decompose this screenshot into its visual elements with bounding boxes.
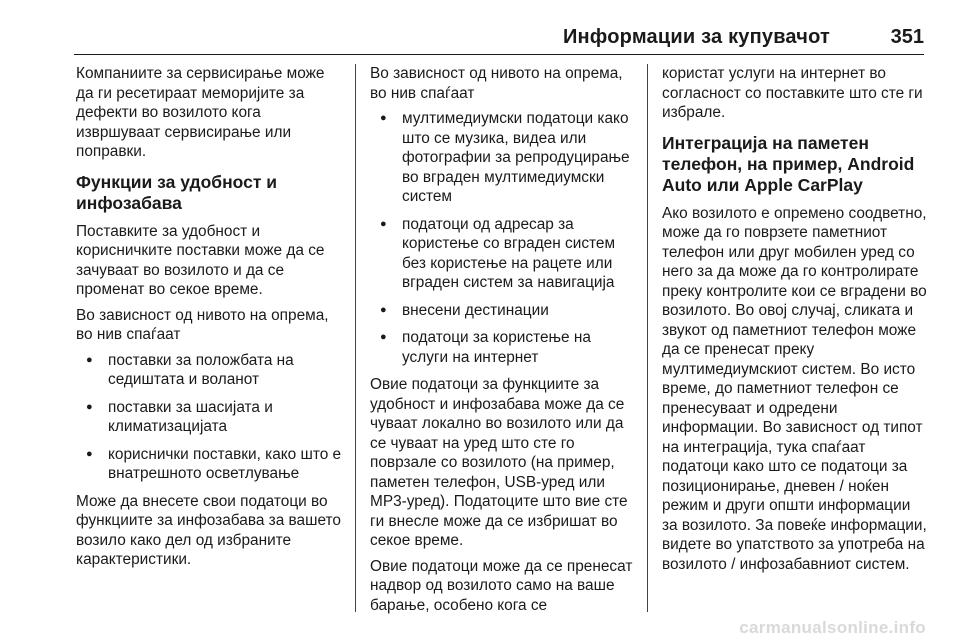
list-item: ● кориснички поставки, како што е внатрешното осветлување xyxy=(76,445,344,484)
list-item: ● поставки за шасијата и климатизацијата xyxy=(76,398,344,437)
paragraph: Поставките за удобност и корисничките поставки може да се зачуваат во возилото и да се променат во секое време. xyxy=(76,222,325,298)
bullet-list xyxy=(370,109,634,367)
header-rule xyxy=(74,54,924,55)
paragraph: Во зависност од нивото на опрема, во нив спаѓаат xyxy=(76,306,329,343)
column-3 xyxy=(662,64,928,580)
page-number: 351 xyxy=(890,26,924,48)
paragraph: Во зависност од нивото на опрема, во нив спаѓаат xyxy=(370,65,623,102)
paragraph: Ако возилото е опремено соодветно, може да го поврзете паметниот телефон или друг мобилен уред со него за да може да го контролирате преку контролите кои се вградени во возилото. Во овој случај, сликата и звукот од паметниот телефон може да се пренесат преку мултимедиумскиот систем. Во исто време, до паметниот телефон се пренесуваат и одредени информации. Во зависност од типот на интеграција, тука спаѓаат податоци како што се податоци за позиционирање, дневен / ноќен режим и други општи информации за возилото. За повеќе информации, видете во упатството за употреба на возилото / инфозабавниот систем. xyxy=(662,204,927,573)
page-header xyxy=(0,0,960,56)
paragraph: Овие податоци може да се пренесат надвор од возилото само на ваше барање, особено кога се xyxy=(370,557,633,614)
section-heading-comfort-infotainment: Функции за удобност и инфозабава xyxy=(76,171,278,213)
column-1 xyxy=(76,64,344,576)
paragraph: Овие податоци за функциите за удобност и инфозабава може да се чуваат локално во возилото или да се чуваат на уред што сте го поврзале со возилото (на пример, паметен телефон, USB-уред или MP3-уред). Податоците што вие сте ги внесле може да се избришат во секое време. xyxy=(370,376,628,549)
list-item: ● внесени дестинации xyxy=(370,301,634,321)
column-2 xyxy=(370,64,634,621)
paragraph: користат услуги на интернет во согласност со поставките што сте ги избрале. xyxy=(662,65,923,121)
section-heading-smartphone-integration: Интеграција на паметен телефон, на пример, Android Auto или Apple CarPlay xyxy=(662,132,915,195)
watermark: carmanualsonline.info xyxy=(739,618,926,637)
column-divider xyxy=(355,64,356,612)
page-title: Информации за купувачот xyxy=(562,26,830,48)
list-item: ● мултимедиумски податоци како што се музика, видеа или фотографии за репродуцирање во вграден мултимедиумски систем xyxy=(370,109,634,207)
paragraph: Компаниите за сервисирање може да ги ресетираат меморијите за дефекти во возилото кога извршуваат сервисирање или поправки. xyxy=(76,65,325,160)
column-divider xyxy=(647,64,648,612)
list-item: ● податоци од адресар за користење со вграден систем без користење на рацете или вграден систем за навигација xyxy=(370,215,634,293)
bullet-list xyxy=(76,351,344,484)
list-item: ● податоци за користење на услуги на интернет xyxy=(370,328,634,367)
paragraph: Може да внесете свои податоци во функциите за инфозабава за вашето возило како дел од избраните карактеристики. xyxy=(76,492,341,568)
list-item: ● поставки за положбата на седиштата и воланот xyxy=(76,351,344,390)
